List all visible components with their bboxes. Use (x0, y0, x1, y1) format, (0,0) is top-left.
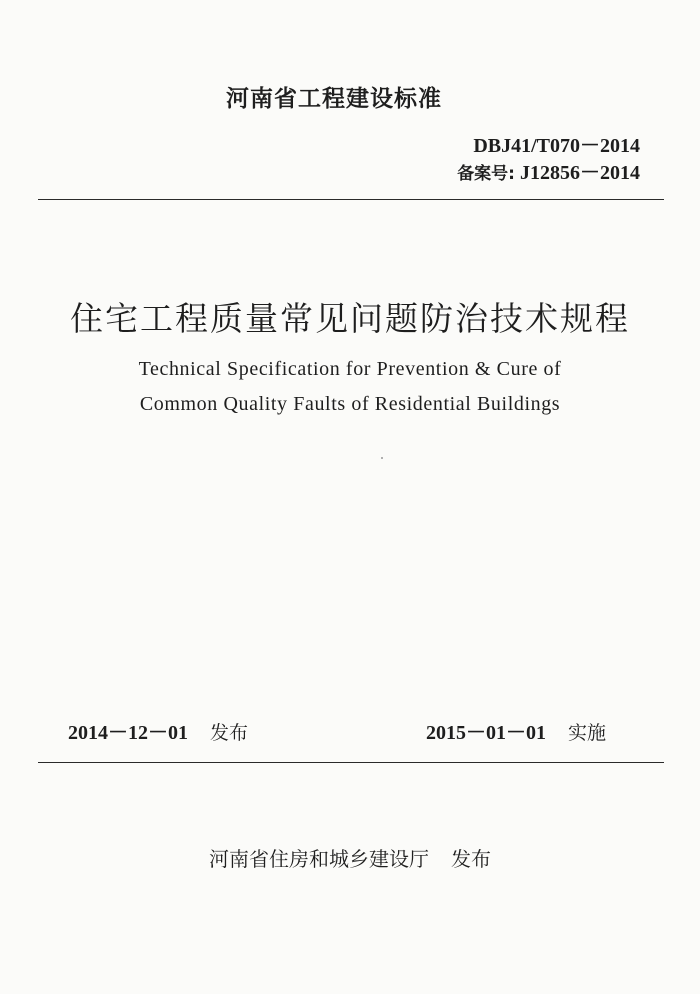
implementation-date: 2015－01－01 (426, 722, 546, 744)
implementation-label: 实施 (568, 722, 607, 744)
record-number-line (457, 156, 640, 185)
record-number: J12856－2014 (520, 162, 640, 184)
scan-speck (381, 457, 383, 459)
publisher-name: 河南省住房和城乡建设厅 (209, 847, 429, 871)
top-divider (38, 199, 664, 200)
english-title-line-2: Common Quality Faults of Residential Buildings (139, 393, 561, 415)
standard-code: DBJ41/T070－2014 (473, 135, 640, 157)
record-label: 备案号: (457, 164, 515, 184)
publisher-action: 发布 (451, 847, 491, 871)
issue-date-block (68, 716, 248, 745)
english-title-line-1: Technical Specification for Prevention & Cure of (138, 358, 562, 380)
publisher-line (0, 843, 700, 872)
implementation-date-block (426, 716, 606, 745)
issue-label: 发布 (210, 722, 249, 744)
bottom-divider (38, 762, 664, 763)
issue-date: 2014－12－01 (68, 722, 188, 744)
standard-series-title: 河南省工程建设标准 (226, 86, 442, 112)
chinese-title: 住宅工程质量常见问题防治技术规程 (70, 299, 630, 338)
